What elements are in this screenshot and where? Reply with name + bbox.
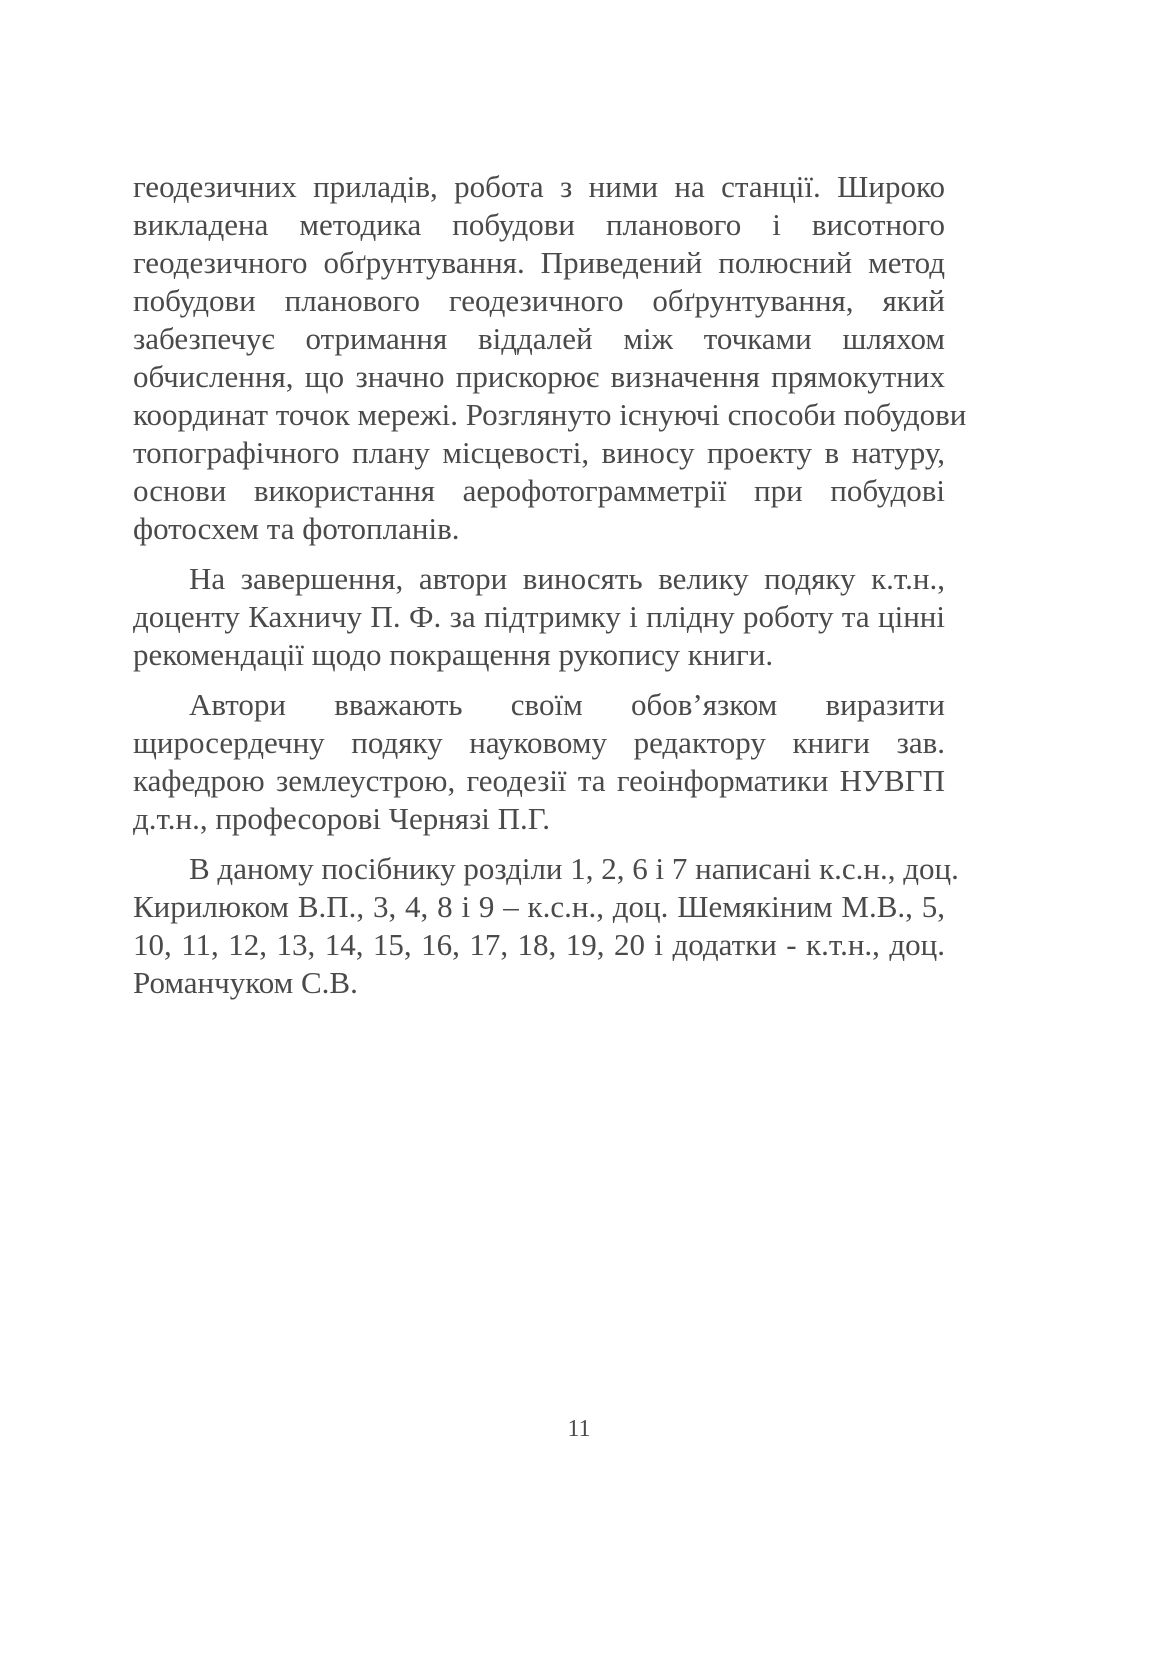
text-line: топографічного плану місцевості, виносу проекту в натуру, [133, 435, 945, 470]
body-text [133, 168, 967, 1002]
text-line: 10, 11, 12, 13, 14, 15, 16, 17, 18, 19, 20 і додатки - к.т.н., доц. [133, 927, 945, 962]
paragraph-gap [133, 548, 945, 560]
paragraph [133, 560, 945, 674]
text-line: побудови планового геодезичного обґрунтування, який [133, 283, 945, 318]
text-line: забезпечує отримання віддалей між точками шляхом [133, 321, 945, 356]
text-line: доценту Кахничу П. Ф. за підтримку і плідну роботу та цінні [133, 599, 945, 634]
text-line: рекомендації щодо покращення рукопису книги. [133, 637, 774, 672]
paragraph [133, 850, 959, 1002]
text-line: Автори вважають своїм обов’язком виразити [189, 687, 945, 722]
paragraph [133, 686, 945, 838]
text-line: геодезичних приладів, робота з ними на станції. Широко [133, 169, 945, 204]
page-number: 11 [567, 1416, 591, 1442]
paragraph [133, 168, 967, 548]
paragraph-gap [133, 674, 945, 686]
text-line: обчислення, що значно прискорює визначення прямокутних [133, 359, 945, 394]
text-line: д.т.н., професорові Чернязі П.Г. [133, 801, 550, 836]
text-line: основи використання аерофотограмметрії при побудові [133, 473, 945, 508]
text-line: Романчуком С.В. [133, 965, 358, 1000]
paragraph-gap [133, 838, 945, 850]
text-line: фотосхем та фотопланів. [133, 511, 460, 546]
text-line: викладена методика побудови планового і висотного [133, 207, 945, 242]
text-line: Кирилюком В.П., 3, 4, 8 і 9 – к.с.н., доц. Шемякіним М.В., 5, [133, 889, 945, 924]
text-line: щиросердечну подяку науковому редактору книги зав. [133, 725, 945, 760]
text-line: координат точок мережі. Розглянуто існуючі способи побудови [133, 397, 967, 432]
text-line: кафедрою землеустрою, геодезії та геоінформатики НУВГП [133, 763, 945, 798]
text-line: На завершення, автори виносять велику подяку к.т.н., [189, 561, 945, 596]
text-line: В даному посібнику розділи 1, 2, 6 і 7 написані к.с.н., доц. [189, 851, 959, 886]
text-line: геодезичного обґрунтування. Приведений полюсний метод [133, 245, 945, 280]
